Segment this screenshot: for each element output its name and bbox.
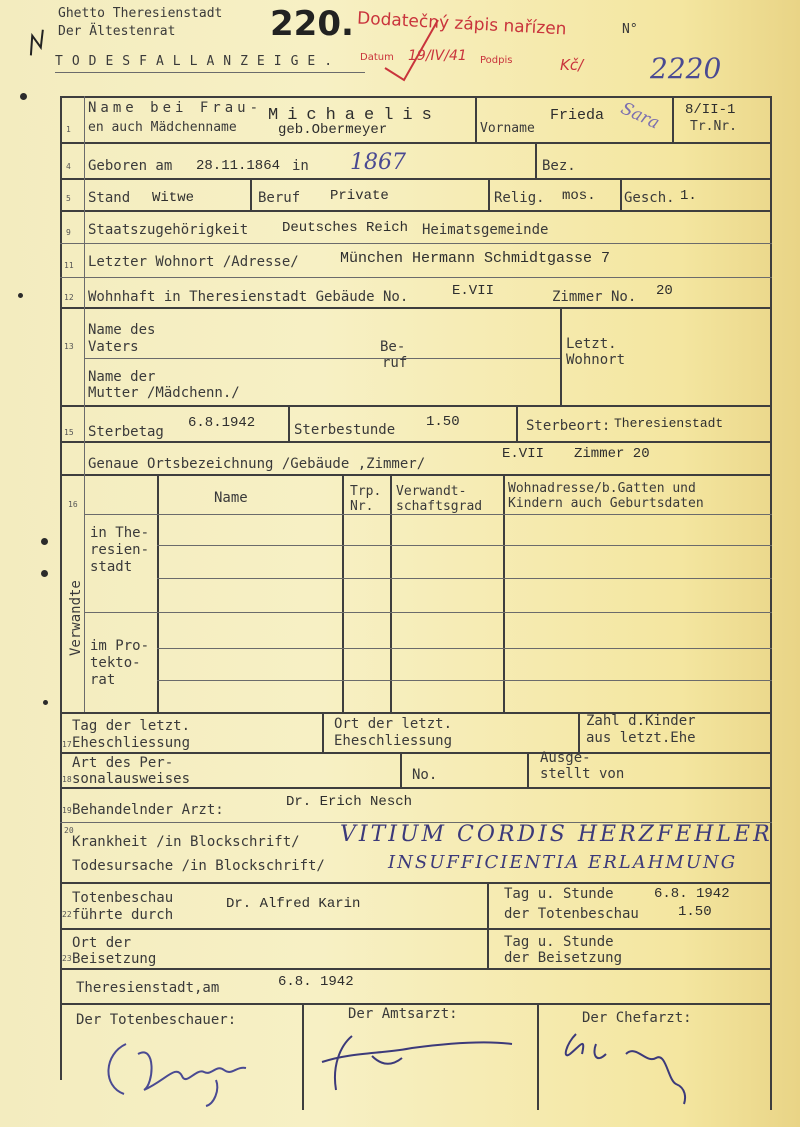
- group-theresienstadt-label: in The-: [90, 525, 150, 541]
- birth-year-hand: 1867: [350, 150, 406, 175]
- birth-label: Geboren am: [88, 158, 173, 174]
- father-profession-label-2: ruf: [382, 355, 408, 371]
- id-number-label: No.: [412, 767, 438, 783]
- punch-hole: [41, 538, 48, 545]
- id-type-label: Art des Per-: [72, 755, 174, 771]
- citizenship-label: Staatszugehörigkeit: [88, 222, 249, 238]
- father-profession-label: Be-: [380, 339, 406, 355]
- row-number: 16: [68, 500, 78, 509]
- row-number: 11: [64, 261, 74, 270]
- sex-label: Gesch.: [624, 190, 675, 206]
- name-label: Name bei Frau-: [88, 100, 263, 116]
- exact-location-label: Genaue Ortsbezeichnung /Gebäude ,Zimmer/: [88, 456, 426, 472]
- maiden-name-label: en auch Mädchenname: [88, 120, 237, 135]
- burial-place-label-2: Beisetzung: [72, 951, 157, 967]
- death-place-label: Sterbeort:: [526, 418, 611, 434]
- group-protectorate-label-2: tekto-: [90, 655, 141, 671]
- doctor-value: Dr. Erich Nesch: [286, 794, 413, 810]
- id-type-label-2: sonalausweises: [72, 771, 191, 787]
- religion-label: Relig.: [494, 190, 545, 206]
- home-municipality-label: Heimatsgemeinde: [422, 222, 549, 238]
- group-theresienstadt-label-3: stadt: [90, 559, 133, 575]
- stamp-text: Dodatečný zápis nařízen: [356, 8, 567, 40]
- row-number: 13: [64, 342, 74, 351]
- mother-name-label: Name der: [88, 369, 156, 385]
- punch-hole: [18, 293, 23, 298]
- surname-value: Michaelis: [268, 106, 441, 125]
- status-value: Witwe: [152, 190, 195, 206]
- col-address-header: Wohnadresse/b.Gatten und: [508, 481, 696, 496]
- first-name-label: Vorname: [480, 121, 535, 136]
- father-residence-label: Letzt.: [566, 336, 617, 352]
- burial-time-label-2: der Beisetzung: [504, 950, 623, 966]
- doctor-label: Behandelnder Arzt:: [72, 802, 224, 818]
- stamp-date-hand: 19/IV/41: [408, 48, 467, 64]
- group-protectorate-label-3: rat: [90, 672, 116, 688]
- number-hand: 2220: [650, 52, 722, 85]
- first-name-value: Frieda: [550, 107, 605, 124]
- first-name-hand: Sara: [617, 98, 663, 134]
- row-number: 1: [66, 125, 71, 134]
- col-relation-header: Verwandt-: [396, 484, 467, 499]
- last-residence-label: Letzter Wohnort /Adresse/: [88, 254, 299, 270]
- group-protectorate-label: im Pro-: [90, 638, 150, 654]
- chief-doctor-signature: [556, 1024, 716, 1108]
- row-number: 15: [64, 428, 74, 437]
- illness-hand: VITIUM CORDIS HERZFEHLER: [340, 822, 773, 847]
- col-name-header: Name: [214, 490, 248, 506]
- death-hour-label: Sterbestunde: [294, 422, 396, 438]
- autopsy-label: Totenbeschau: [72, 890, 174, 906]
- punch-hole: [41, 570, 48, 577]
- chief-doctor-signature-label: Der Chefarzt:: [582, 1010, 692, 1026]
- row-number: 5: [66, 194, 71, 203]
- marriage-place-label-2: Eheschliessung: [334, 733, 453, 749]
- exact-room-value: Zimmer 20: [574, 446, 650, 462]
- district-label: Bez.: [542, 158, 576, 174]
- official-doctor-signature: [312, 1026, 522, 1106]
- row-number: 12: [64, 293, 74, 302]
- birth-date-value: 28.11.1864: [196, 158, 281, 174]
- corner-signature-graphic: [21, 26, 54, 59]
- autopsy-doctor-value: Dr. Alfred Karin: [226, 896, 361, 912]
- row-number: 19: [62, 806, 72, 815]
- burial-place-label: Ort der: [72, 935, 132, 951]
- residence-theresienstadt-label: Wohnhaft in Theresienstadt Gebäude No.: [88, 289, 409, 305]
- death-date-label: Sterbetag: [88, 424, 164, 440]
- stamp-date-label: Datum: [360, 52, 394, 63]
- autopsy-time-label: Tag u. Stunde: [504, 886, 614, 902]
- row-number: 20: [64, 826, 74, 835]
- stamp-sign-hand: Kč/: [560, 56, 584, 74]
- form-title: TODESFALLANZEIGE.: [55, 54, 342, 69]
- children-count-label: Zahl d.Kinder: [586, 713, 696, 729]
- stamp-sign-label: Podpis: [480, 55, 513, 66]
- ghetto-name: Ghetto Theresienstadt: [58, 6, 223, 21]
- col-trnr-header-2: Nr.: [350, 499, 374, 514]
- citizenship-value: Deutsches Reich: [282, 220, 409, 236]
- mother-maiden-label: Mutter /Mädchenn./: [88, 385, 240, 401]
- number-label: N°: [622, 22, 638, 37]
- autopsy-date-value: 6.8. 1942: [654, 886, 730, 902]
- issued-by-label-2: stellt von: [540, 766, 625, 782]
- profession-value: Private: [330, 188, 389, 204]
- transport-number-value: 8/II-1: [685, 102, 736, 118]
- row-number: 9: [66, 228, 71, 237]
- hand-number: 220.: [270, 4, 354, 44]
- children-count-label-2: aus letzt.Ehe: [586, 730, 696, 746]
- council-name: Der Ältestenrat: [58, 24, 176, 39]
- row-number: 23: [62, 954, 72, 963]
- sex-value: 1.: [680, 188, 697, 204]
- place-date-value: 6.8. 1942: [278, 974, 354, 990]
- death-hour-value: 1.50: [426, 414, 460, 430]
- marriage-date-label-2: Eheschliessung: [72, 735, 191, 751]
- father-name-label: Name des: [88, 322, 156, 338]
- father-residence-label-2: Wohnort: [566, 352, 626, 368]
- col-trnr-header: Trp.: [350, 484, 382, 499]
- profession-label: Beruf: [258, 190, 301, 206]
- row-number: 22: [62, 910, 72, 919]
- row-number: 4: [66, 162, 71, 171]
- cause-label: Todesursache /in Blockschrift/: [72, 858, 325, 874]
- row-number: 18: [62, 775, 72, 784]
- religion-value: mos.: [562, 188, 596, 204]
- col-address-header-2: Kindern auch Geburtsdaten: [508, 496, 704, 511]
- relatives-side-label: Verwandte: [68, 580, 84, 656]
- cause-hand: INSUFFICIENTIA ERLAHMUNG: [388, 852, 738, 873]
- autopsy-time-label-2: der Totenbeschau: [504, 906, 639, 922]
- issued-by-label: Ausge-: [540, 750, 591, 766]
- maiden-name-value: geb.Obermeyer: [278, 122, 388, 138]
- official-doctor-signature-label: Der Amtsarzt:: [348, 1006, 458, 1022]
- illness-label: Krankheit /in Blockschrift/: [72, 834, 300, 850]
- corner-mark: [21, 26, 56, 64]
- autopsy-signature-label: Der Totenbeschauer:: [76, 1012, 237, 1028]
- place-date-label: Theresienstadt,am: [76, 980, 220, 996]
- birth-place-label: in: [292, 158, 309, 174]
- death-place-value: Theresienstadt: [614, 416, 724, 431]
- marriage-place-label: Ort der letzt.: [334, 716, 453, 732]
- burial-time-label: Tag u. Stunde: [504, 934, 614, 950]
- father-label: Vaters: [88, 339, 139, 355]
- punch-hole: [20, 93, 27, 100]
- building-value: E.VII: [452, 283, 495, 299]
- last-residence-value: München Hermann Schmidtgasse 7: [340, 250, 611, 267]
- punch-hole: [43, 700, 48, 705]
- autopsy-hour-value: 1.50: [678, 904, 712, 920]
- autopsy-signature: [96, 1024, 266, 1110]
- death-date-value: 6.8.1942: [188, 415, 256, 431]
- status-label: Stand: [88, 190, 131, 206]
- room-value: 20: [656, 283, 673, 299]
- marriage-date-label: Tag der letzt.: [72, 718, 191, 734]
- col-relation-header-2: schaftsgrad: [396, 499, 483, 514]
- exact-building-value: E.VII: [502, 446, 545, 462]
- row-number: 17: [62, 740, 72, 749]
- stamp-strike-graphic: [380, 18, 440, 82]
- room-label: Zimmer No.: [552, 289, 637, 305]
- autopsy-label-2: führte durch: [72, 907, 174, 923]
- transport-number-label: Tr.Nr.: [690, 119, 737, 134]
- group-theresienstadt-label-2: resien-: [90, 542, 150, 558]
